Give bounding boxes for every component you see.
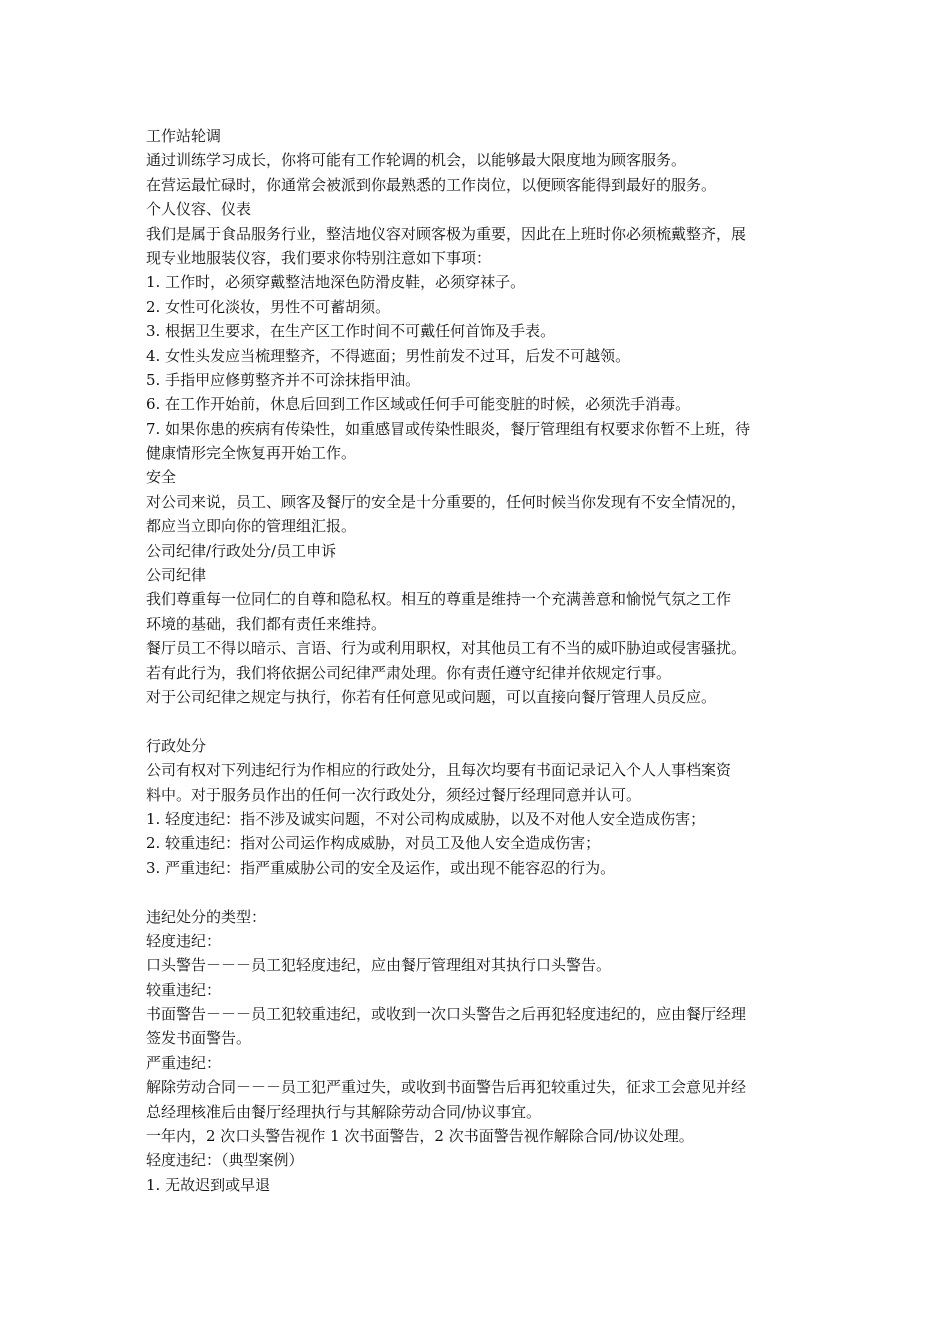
paragraph-line: 书面警告－－－员工犯较重违纪，或收到一次口头警告之后再犯轻度违纪的，应由餐厅经理 <box>146 1005 747 1024</box>
heading-administrative-penalty: 行政处分 <box>146 736 207 755</box>
list-item: 2. 较重违纪：指对公司运作构成威胁，对员工及他人安全造成伤害； <box>146 834 601 853</box>
heading-appearance: 个人仪容、仪表 <box>146 200 252 219</box>
paragraph-line: 对于公司纪律之规定与执行，你若有任何意见或问题，可以直接向餐厅管理人员反应。 <box>146 687 717 706</box>
paragraph-line: 都应当立即向你的管理组汇报。 <box>146 517 357 536</box>
paragraph-line: 解除劳动合同－－－员工犯严重过失，或收到书面警告后再犯较重过失，征求工会意见并经 <box>146 1078 747 1097</box>
paragraph-line: 签发书面警告。 <box>146 1029 252 1048</box>
paragraph-line: 对公司来说，员工、顾客及餐厅的安全是十分重要的，任何时候当你发现有不安全情况的， <box>146 492 747 511</box>
subheading-minor: 轻度违纪： <box>146 931 222 950</box>
blank-line <box>146 709 812 733</box>
heading-discipline-section: 公司纪律/行政处分/员工申诉 <box>146 541 337 560</box>
paragraph-line: 环境的基础，我们都有责任来维持。 <box>146 614 387 633</box>
list-item: 1. 工作时，必须穿戴整洁地深色防滑皮鞋，必须穿袜子。 <box>146 273 526 292</box>
heading-work-rotation: 工作站轮调 <box>146 127 222 145</box>
list-item: 7. 如果你患的疾病有传染性，如重感冒或传染性眼炎，餐厅管理组有权要求你暂不上班，待 <box>146 419 751 438</box>
paragraph-line: 口头警告－－－员工犯轻度违纪，应由餐厅管理组对其执行口头警告。 <box>146 956 612 975</box>
list-item: 5. 手指甲应修剪整齐并不可涂抹指甲油。 <box>146 370 421 389</box>
paragraph-line: 通过训练学习成长，你将可能有工作轮调的机会，以能够最大限度地为顾客服务。 <box>146 151 687 170</box>
paragraph-line: 我们是属于食品服务行业，整洁地仪容对顾客极为重要，因此在上班时你必须梳戴整齐，展 <box>146 224 747 243</box>
paragraph-line: 公司有权对下列违纪行为作相应的行政处分，且每次均要有书面记录记入个人人事档案资 <box>146 761 732 780</box>
heading-company-discipline: 公司纪律 <box>146 566 207 585</box>
list-item: 3. 根据卫生要求，在生产区工作时间不可戴任何首饰及手表。 <box>146 322 556 341</box>
paragraph-line: 一年内，2 次口头警告视作 1 次书面警告，2 次书面警告视作解除合同/协议处理。 <box>146 1127 694 1146</box>
subheading-minor-cases: 轻度违纪：（典型案例） <box>146 1151 304 1170</box>
paragraph-line: 餐厅员工不得以暗示、言语、行为或利用职权，对其他员工有不当的威吓胁迫或侵害骚扰。 <box>146 639 747 658</box>
subheading-moderate: 较重违纪： <box>146 980 222 999</box>
paragraph-line: 在营运最忙碌时，你通常会被派到你最熟悉的工作岗位，以便顾客能得到最好的服务。 <box>146 175 717 194</box>
list-item: 2. 女性可化淡妆，男性不可蓄胡须。 <box>146 297 391 316</box>
paragraph-line: 我们尊重每一位同仁的自尊和隐私权。相互的尊重是维持一个充满善意和愉悦气氛之工作 <box>146 590 732 609</box>
heading-penalty-types: 违纪处分的类型： <box>146 907 267 926</box>
paragraph-line: 若有此行为，我们将依据公司纪律严肃处理。你有责任遵守纪律并依规定行事。 <box>146 663 672 682</box>
list-item: 1. 轻度违纪：指不涉及诚实问题，不对公司构成威胁，以及不对他人安全造成伤害； <box>146 809 706 828</box>
paragraph-line: 总经理核准后由餐厅经理执行与其解除劳动合同/协议事宜。 <box>146 1102 542 1121</box>
paragraph-line: 料中。对于服务员作出的任何一次行政处分，须经过餐厅经理同意并认可。 <box>146 785 642 804</box>
list-item-continuation: 健康情形完全恢复再开始工作。 <box>146 444 357 463</box>
subheading-severe: 严重违纪： <box>146 1053 222 1072</box>
list-item: 1. 无故迟到或早退 <box>146 1175 271 1194</box>
list-item: 3. 严重违纪：指严重威胁公司的安全及运作，或出现不能容忍的行为。 <box>146 858 616 877</box>
paragraph-line: 现专业地服装仪容，我们要求你特别注意如下事项： <box>146 248 492 267</box>
blank-line <box>146 880 812 904</box>
heading-safety: 安全 <box>146 468 177 487</box>
list-item: 4. 女性头发应当梳理整齐，不得遮面；男性前发不过耳，后发不可越领。 <box>146 346 631 365</box>
list-item: 6. 在工作开始前，休息后回到工作区域或任何手可能变脏的时候，必须洗手消毒。 <box>146 395 691 414</box>
